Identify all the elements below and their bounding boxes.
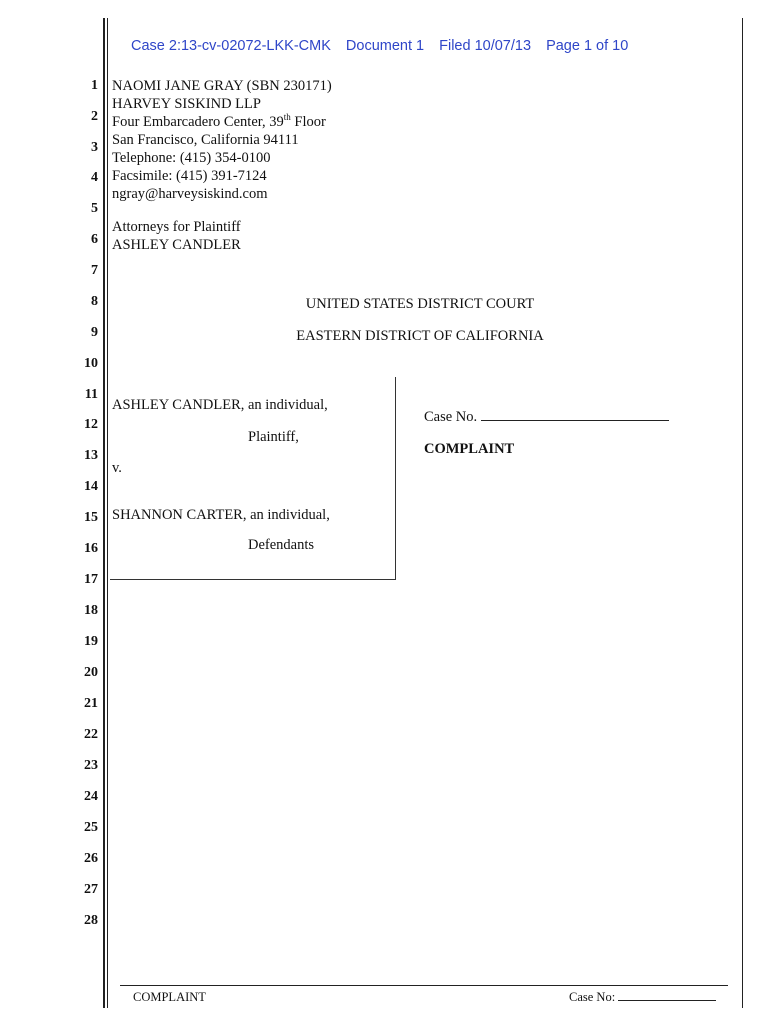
- line-number: 9: [91, 325, 98, 340]
- line-number: 11: [84, 387, 98, 402]
- email: ngray@harveysiskind.com: [112, 186, 268, 202]
- firm-address-line-1: Four Embarcadero Center, 39th Floor: [112, 112, 326, 130]
- law-firm: HARVEY SISKIND LLP: [112, 96, 261, 112]
- line-number: 22: [84, 727, 98, 742]
- line-number: 1: [91, 78, 98, 93]
- plaintiff-role: Plaintiff,: [248, 429, 299, 445]
- attorneys-for-label: Attorneys for Plaintiff: [112, 219, 241, 235]
- case-number-blank: [481, 420, 669, 421]
- line-number: 14: [84, 479, 98, 494]
- line-number: 23: [84, 758, 98, 773]
- line-number: 25: [84, 820, 98, 835]
- court-district: EASTERN DISTRICT OF CALIFORNIA: [296, 328, 544, 344]
- header-case-number: Case 2:13-cv-02072-LKK-CMK: [131, 38, 331, 54]
- firm-address-line-2: San Francisco, California 94111: [112, 132, 299, 148]
- line-number: 18: [84, 603, 98, 618]
- line-number: 26: [84, 851, 98, 866]
- court-name: UNITED STATES DISTRICT COURT: [305, 296, 535, 312]
- client-name: ASHLEY CANDLER: [112, 237, 241, 253]
- line-number: 10: [84, 356, 98, 371]
- left-margin-rule-inner: [107, 18, 108, 1008]
- line-number: 16: [84, 541, 98, 556]
- telephone: Telephone: (415) 354-0100: [112, 150, 271, 166]
- footer-title: COMPLAINT: [133, 990, 206, 1004]
- facsimile: Facsimile: (415) 391-7124: [112, 168, 267, 184]
- line-number: 3: [91, 140, 98, 155]
- line-number: 2: [91, 109, 98, 124]
- ecf-header: [131, 38, 639, 54]
- line-number: 24: [84, 789, 98, 804]
- plaintiff-name: ASHLEY CANDLER, an individual,: [112, 397, 328, 413]
- versus: v.: [112, 460, 122, 476]
- left-margin-rule-outer: [103, 18, 105, 1008]
- caption-box-right-border: [395, 377, 396, 580]
- footer-case-number-blank: [618, 1000, 716, 1001]
- line-number: 28: [84, 913, 98, 928]
- line-number: 17: [84, 572, 98, 587]
- defendant-role: Defendants: [248, 537, 315, 553]
- line-number: 13: [84, 448, 98, 463]
- header-document: Document 1: [345, 38, 425, 54]
- line-number: 5: [91, 201, 98, 216]
- footer-rule: [120, 985, 728, 986]
- header-page-count: Page 1 of 10: [546, 38, 629, 54]
- line-number: 12: [84, 417, 98, 432]
- right-margin-rule: [742, 18, 743, 1008]
- defendant-name: SHANNON CARTER, an individual,: [112, 507, 330, 523]
- case-number-field: Case No.: [424, 408, 669, 426]
- line-number: 20: [84, 665, 98, 680]
- caption-box-bottom-border: [110, 579, 396, 580]
- header-filed-date: Filed 10/07/13: [439, 38, 532, 54]
- line-number: 6: [91, 232, 98, 247]
- line-number: 27: [84, 882, 98, 897]
- line-number: 19: [84, 634, 98, 649]
- line-number: 8: [91, 294, 98, 309]
- attorney-name: NAOMI JANE GRAY (SBN 230171): [112, 78, 332, 94]
- footer-case-number: Case No:: [569, 990, 716, 1005]
- line-number: 4: [91, 170, 98, 185]
- line-number: 7: [91, 263, 98, 278]
- line-number: 21: [84, 696, 98, 711]
- document-title: COMPLAINT: [424, 441, 515, 457]
- line-number: 15: [84, 510, 98, 525]
